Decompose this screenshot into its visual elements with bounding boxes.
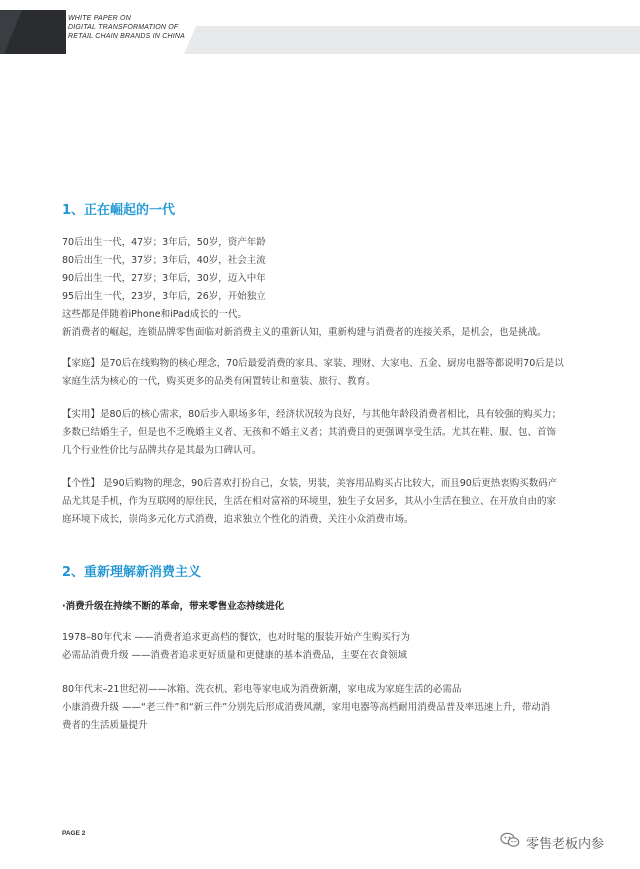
text-line: 70后出生一代，47岁；3年后，50岁，资产年龄 xyxy=(62,237,266,248)
text-line: 家庭生活为核心的一代，购买更多的品类有闲置转让和童装、旅行、教育。 xyxy=(62,376,376,387)
text-line: 几个行业性价比与品牌共存是其最为口碑认可。 xyxy=(62,445,262,456)
timeline-block-1 xyxy=(62,629,592,665)
section-2-subtitle xyxy=(62,598,592,616)
personality-paragraph xyxy=(62,475,592,529)
text-line: 品尤其是手机，作为互联网的原住民，生活在相对富裕的环境里，独生子女居多，其从小生活在独立、在开放自由的家 xyxy=(62,496,557,507)
practical-paragraph xyxy=(62,406,592,460)
timeline-block-2 xyxy=(62,681,592,735)
text-line: 费者的生活质量提升 xyxy=(62,720,148,731)
text-line: 必需品消费升级 ——消费者追求更好质量和更健康的基本消费品，主要在衣食领域 xyxy=(62,650,408,661)
subtitle-line: ·消费升级在持续不断的革命，带来零售业态持续进化 xyxy=(62,601,285,612)
text-line: 新消费者的崛起，连锁品牌零售面临对新消费主义的重新认知，重新构建与消费者的连接关系，是机会，也是挑战。 xyxy=(62,327,547,338)
header-line-2: DIGITAL TRANSFORMATION OF xyxy=(68,24,179,31)
text-line: 【家庭】是70后在线购物的核心理念，70后最爱消费的家具、家装、理财、大家电、五金、厨房电器等都说明70后是以 xyxy=(62,358,564,369)
text-line: 95后出生一代，23岁，3年后，26岁，开始独立 xyxy=(62,291,266,302)
page-number: PAGE 2 xyxy=(62,830,86,837)
text-line: 庭环境下成长，崇尚多元化方式消费，追求独立个性化的消费，关注小众消费市场。 xyxy=(62,514,414,525)
text-line: 90后出生一代，27岁；3年后，30岁，迈入中年 xyxy=(62,273,266,284)
header-line-1: WHITE PAPER ON xyxy=(68,15,131,22)
text-line: 这些都是伴随着iPhone和iPad成长的一代。 xyxy=(62,309,247,320)
text-line: 小康消费升级 ——“老三件”和“新三件”分别先后形成消费风潮，家用电器等高档耐用消费品普及率迅速上升，带动消 xyxy=(62,702,551,713)
section-2-title: 2、重新理解新消费主义 xyxy=(62,565,202,580)
text-line: 【个性】 是90后购物的理念，90后喜欢打扮自己，女装，男装，美容用品购买占比较大，而且90后更热衷购买数码产 xyxy=(62,478,558,489)
text-line: 80后出生一代，37岁；3年后，40岁，社会主流 xyxy=(62,255,266,266)
watermark-text: 零售老板内参 xyxy=(526,836,605,852)
text-line: 1978–80年代末 ——消费者追求更高档的餐饮，也对时髦的服装开始产生购买行为 xyxy=(62,632,411,643)
report-title xyxy=(68,14,185,41)
generations-paragraph xyxy=(62,234,592,342)
watermark xyxy=(500,832,604,852)
text-line: 【实用】是80后的核心需求，80后步入职场多年，经济状况较为良好，与其他年龄段消费者相比，具有较强的购买力； xyxy=(62,409,562,420)
home-paragraph xyxy=(62,355,592,391)
section-1-title: 1、正在崛起的一代 xyxy=(62,203,176,218)
text-line: 多数已结婚生子，但是也不乏晚婚主义者、无孩和不婚主义者；其消费目的更强调享受生活。尤其在鞋、服、包、首饰 xyxy=(62,427,557,438)
wechat-icon xyxy=(500,832,520,852)
header-line-3: RETAIL CHAIN BRANDS IN CHINA xyxy=(68,33,185,40)
text-line: 80年代末–21世纪初——冰箱、洗衣机、彩电等家电成为消费新潮，家电成为家庭生活的必需品 xyxy=(62,684,462,695)
